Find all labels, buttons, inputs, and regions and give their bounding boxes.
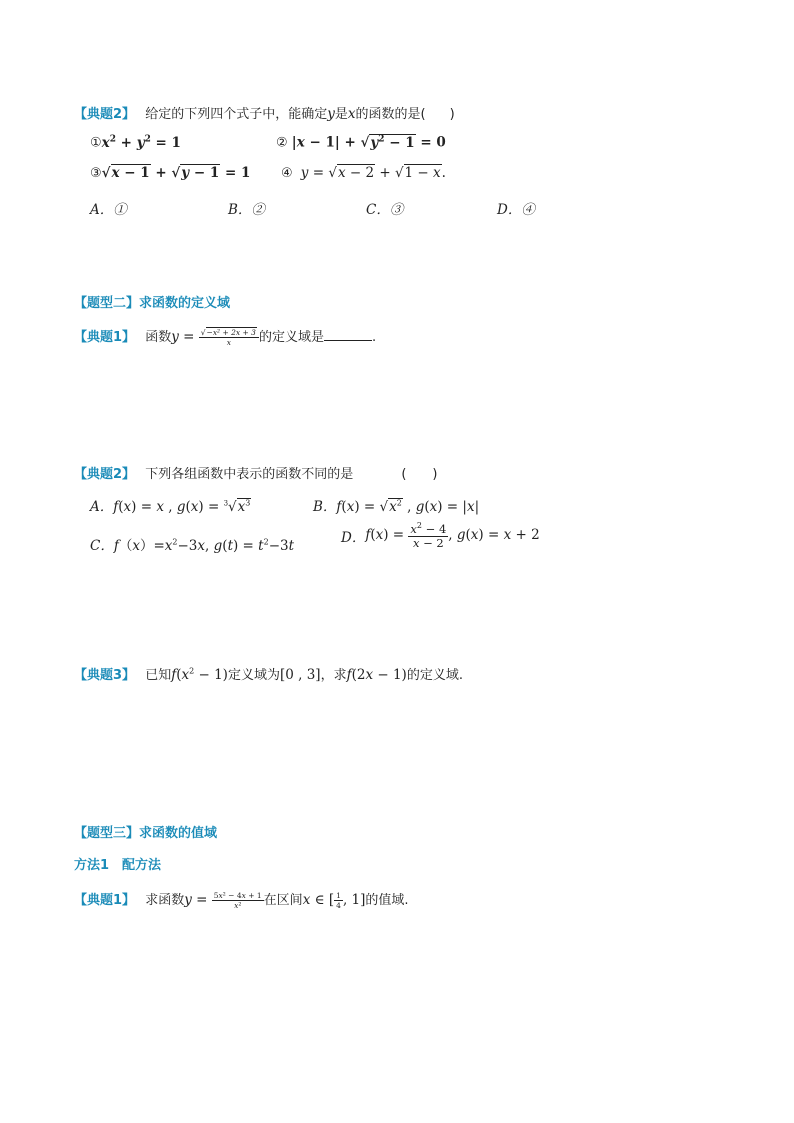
q5-interval: x ∈ [ $\frac{1}{4}$ , 1] xyxy=(302,890,366,910)
q4-interval: [0 , 3] xyxy=(279,667,321,683)
q1-formula-1: $x^2 + y^2 = 1$ xyxy=(101,134,181,151)
q1-choice-a[interactable]: A．① xyxy=(90,202,127,218)
answer-blank[interactable] xyxy=(324,328,372,341)
q1-option-2: ② $|x - 1| + √y^2 - 1 = 0$ xyxy=(276,134,446,151)
q1-option-4: ④ y = √x − 2 + √1 − x. xyxy=(281,165,446,181)
section-title-domain: 【题型二】求函数的定义域 xyxy=(74,296,231,311)
q3-option-a[interactable]: A．f(x) = x , $g(x) = ^3√x^3$ xyxy=(90,498,251,515)
q1-formula-4: y = √x − 2 + √1 − x. xyxy=(300,165,446,181)
q3-option-c[interactable]: C．$f(x)=x^2-3x$, $g(t) = t^2-3t$ xyxy=(90,537,295,554)
section-title-range: 【题型三】求函数的值域 xyxy=(74,826,218,841)
q1-line xyxy=(74,103,455,122)
q3-formula-c: $f(x)=x^2-3x$, $g(t) = t^2-3t$ xyxy=(113,537,295,554)
q4-formula-1: $f(x^2 - 1)$ xyxy=(171,666,228,683)
q2-formula: y = $\frac{\text{√−x² + 2x + 3}}{x}$ xyxy=(171,329,259,345)
q5-formula: y = $\frac{\text{5x² − 4x + 1}}{\text{x²}}$ xyxy=(184,890,262,910)
q3-line: 【典题2】 下列各组函数中表示的函数不同的是 ( ) xyxy=(74,467,438,482)
q4-line: 【典题3】 已知$f(x^2 - 1)$定义域为[0 , 3]，求f(2x − 1)的定义域. xyxy=(74,666,463,683)
q1-option-1: $①x^2 + y^2 = 1$ xyxy=(90,134,181,151)
q3-tag: 【典题2】 xyxy=(74,467,136,482)
q3-formula-b: $f(x) = √x^2$ , g(x) = |x| xyxy=(336,498,480,515)
q1-formula-3: √x − 1 + √y − 1 = 1 xyxy=(101,165,251,181)
q2-tag: 【典题1】 xyxy=(74,330,136,345)
method-title: 方法1 配方法 xyxy=(74,858,162,873)
q3-option-d[interactable]: D．f(x) = $\frac{x^2 - 4}{x - 2}$ , g(x) = x + 2 xyxy=(341,521,540,551)
q5-tag: 【典题1】 xyxy=(74,893,136,908)
q1-option-3: ③√x − 1 + √y − 1 = 1 xyxy=(90,165,251,181)
q1-tag: 【典题2】 xyxy=(74,107,136,122)
q3-option-b[interactable]: B．$f(x) = √x^2$ , g(x) = |x| xyxy=(313,498,480,515)
q4-formula-2: f(2x − 1) xyxy=(346,667,407,683)
q1-formula-2: $|x - 1| + √y^2 - 1 = 0$ xyxy=(291,134,446,151)
q1-stem: 给定的下列四个式子中，能确定y是x的函数的是( ) xyxy=(145,106,455,122)
q2-line: 【典题1】 函数y = $\frac{\text{√−x² + 2x + 3}}{x}$ 的定义域是 . xyxy=(74,327,377,347)
q1-choice-c[interactable]: C．③ xyxy=(366,202,404,218)
q5-line: 【典题1】 求函数y = $\frac{\text{5x² − 4x + 1}}{\text{x²}}$ 在区间x ∈ [ $\frac{1}{4}$ , 1]的值域. xyxy=(74,890,409,910)
q3-formula-d: f(x) = $\frac{x^2 - 4}{x - 2}$ , g(x) = x + 2 xyxy=(365,521,540,551)
q3-formula-a: f(x) = x , $g(x) = ^3√x^3$ xyxy=(113,498,251,515)
q4-tag: 【典题3】 xyxy=(74,668,136,683)
q1-choice-b[interactable]: B．② xyxy=(228,202,265,218)
q1-choice-d[interactable]: D．④ xyxy=(497,202,535,218)
